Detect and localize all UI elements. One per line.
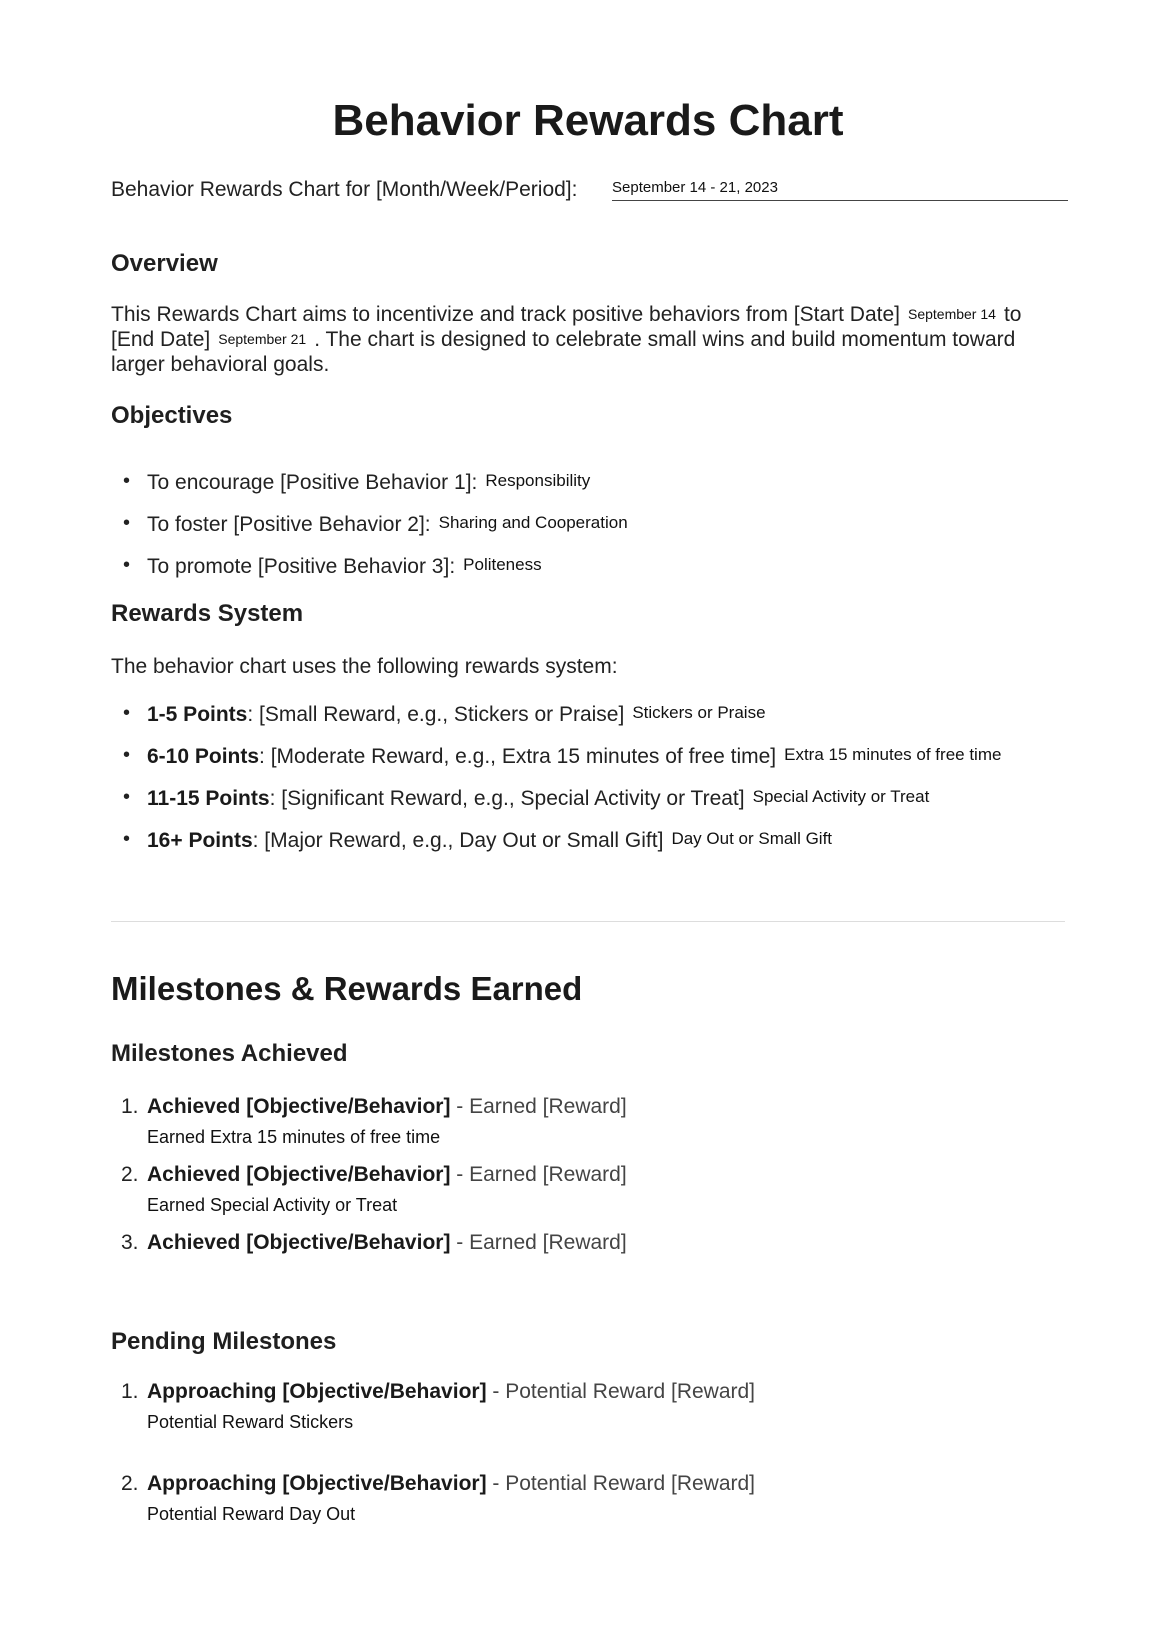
objectives-list [111, 468, 628, 594]
page-title: Behavior Rewards Chart [332, 96, 844, 145]
period-value: September 14 - 21, 2023 [612, 179, 778, 196]
pending-item [111, 1471, 755, 1539]
objective-item [111, 510, 628, 552]
item-note: Earned Extra 15 minutes of free time [147, 1127, 441, 1147]
objective-label: To promote [Positive Behavior 3]: [147, 555, 456, 578]
pending-item [111, 1379, 755, 1471]
objective-item [111, 468, 628, 510]
reward-value: Stickers or Praise [632, 703, 766, 722]
overview-paragraph [111, 302, 1101, 377]
reward-points: 16+ Points [147, 829, 253, 852]
achieved-item [111, 1094, 627, 1162]
reward-value: Extra 15 minutes of free time [784, 745, 1002, 764]
reward-desc: : [Major Reward, e.g., Day Out or Small Gift] [252, 829, 664, 852]
objective-value: Responsibility [485, 471, 591, 490]
reward-value: Day Out or Small Gift [671, 829, 833, 848]
milestones-heading: Milestones & Rewards Earned [111, 970, 583, 1007]
pending-heading: Pending Milestones [111, 1328, 337, 1355]
overview-text-2: to [1003, 303, 1022, 326]
reward-points: 11-15 Points [147, 787, 270, 810]
objective-label: To foster [Positive Behavior 2]: [147, 513, 431, 536]
item-number: 1. [121, 1095, 139, 1118]
reward-points: 1-5 Points [147, 703, 248, 726]
reward-value: Special Activity or Treat [752, 787, 930, 806]
item-reward: - Earned [Reward] [450, 1231, 627, 1254]
item-note: Potential Reward Stickers [147, 1412, 354, 1432]
objective-label: To encourage [Positive Behavior 1]: [147, 471, 478, 494]
start-date-value: September 14 [907, 306, 996, 322]
objective-value: Politeness [463, 555, 542, 574]
overview-heading: Overview [111, 250, 218, 277]
item-note: Earned Special Activity or Treat [147, 1195, 398, 1215]
objective-value: Sharing and Cooperation [438, 513, 628, 532]
overview-text-1: This Rewards Chart aims to incentivize and track positive behaviors from [Start Date] [111, 303, 900, 326]
objectives-heading: Objectives [111, 402, 233, 429]
pending-list [111, 1379, 755, 1539]
end-date-value: September 21 [218, 331, 307, 347]
item-note: Potential Reward Day Out [147, 1504, 356, 1524]
reward-desc: : [Moderate Reward, e.g., Extra 15 minutes of free time] [259, 745, 777, 768]
reward-tier [111, 784, 1001, 826]
reward-tier [111, 742, 1001, 784]
item-number: 3. [121, 1231, 139, 1254]
item-reward: - Potential Reward [Reward] [486, 1472, 756, 1495]
item-title: Approaching [Objective/Behavior] [147, 1472, 487, 1495]
reward-desc: : [Significant Reward, e.g., Special Activity or Treat] [269, 787, 745, 810]
period-label: Behavior Rewards Chart for [Month/Week/Period]: [111, 178, 578, 201]
achieved-item [111, 1162, 627, 1230]
section-divider [111, 921, 1065, 922]
item-title: Achieved [Objective/Behavior] [147, 1231, 451, 1254]
item-reward: - Earned [Reward] [450, 1095, 627, 1118]
rewards-heading: Rewards System [111, 600, 304, 627]
reward-tier [111, 700, 1001, 742]
rewards-intro: The behavior chart uses the following rewards system: [111, 655, 618, 678]
achieved-list [111, 1094, 627, 1270]
overview-text-5: larger behavioral goals. [111, 353, 330, 376]
item-number: 2. [121, 1163, 139, 1186]
item-title: Achieved [Objective/Behavior] [147, 1163, 451, 1186]
item-title: Achieved [Objective/Behavior] [147, 1095, 451, 1118]
rewards-list [111, 700, 1001, 868]
period-underline [612, 200, 1068, 201]
objective-item [111, 552, 628, 594]
item-number: 2. [121, 1472, 139, 1495]
item-reward: - Earned [Reward] [450, 1163, 627, 1186]
reward-points: 6-10 Points [147, 745, 260, 768]
overview-text-4: . The chart is designed to celebrate small wins and build momentum toward [314, 328, 1016, 351]
reward-tier [111, 826, 1001, 868]
item-title: Approaching [Objective/Behavior] [147, 1380, 487, 1403]
item-reward: - Potential Reward [Reward] [486, 1380, 756, 1403]
item-number: 1. [121, 1380, 139, 1403]
achieved-item [111, 1230, 627, 1270]
achieved-heading: Milestones Achieved [111, 1040, 348, 1067]
overview-text-3: [End Date] [111, 328, 211, 351]
reward-desc: : [Small Reward, e.g., Stickers or Praise] [247, 703, 625, 726]
